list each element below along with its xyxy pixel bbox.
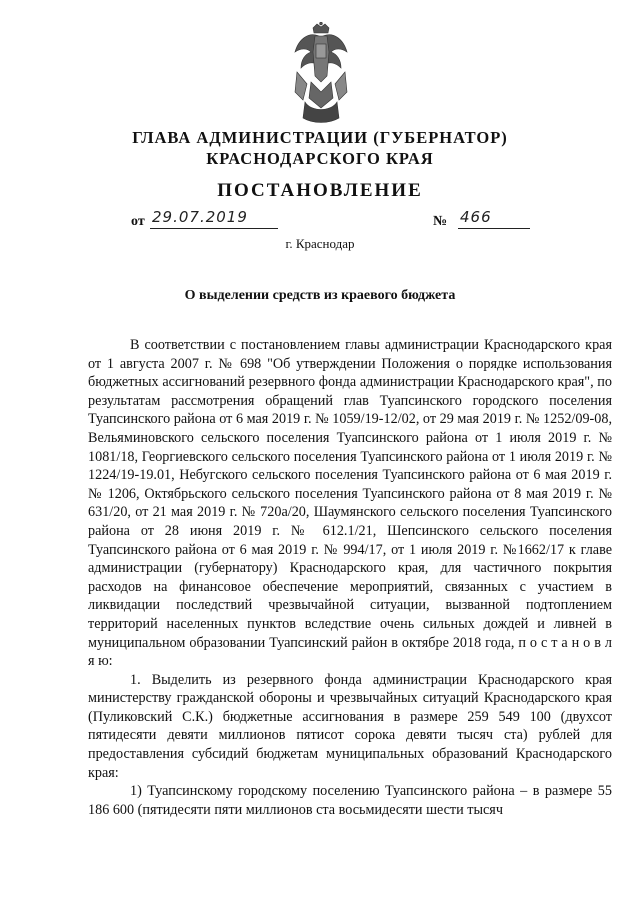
document-subject: О выделении средств из краевого бюджета bbox=[184, 288, 456, 303]
number-underline bbox=[458, 228, 530, 229]
preamble-paragraph: В соответствии с постановлением главы администрации Краснодарского края от 1 августа 2007 г. № 698 "Об утверждении Положения о порядке использования бюджетных ассигнований резервного фонда администрации Краснодарского края", по результатам рассмотрения обращений глав Туапсинского городского поселения Туапсинского района от 6 мая 2019 г. № 1059/19-12/02, от 29 мая 2019 г. № 1252/09-08, Вельяминовского сельского поселения Туапсинского района от 1 июля 2019 г. № 1081/18, Георгиевского сельского поселения Туапсинского района от 1 июля 2019 г. № 1224/19-19.01, Небугского сельского поселения Туапсинского района от 6 мая 2019 г. № 1206, Октябрьского сельского поселения Туапсинского района от 8 мая 2019 г. № 631/20, от 21 мая 2019 г. № 720а/20, Шаумянского сельского поселения Туапсинского района от 28 июня 2019 г. № 612.1/21, Шепсинского сельского поселения Туапсинского района от 6 мая 2019 г. № 994/17, от 1 июля 2019 г. №1662/17 к главе администрации (губернатору) Краснодарского края, для частичного покрытия расходов на финансовое обеспечение мероприятий, связанных с участием в ликвидации последствий чрезвычайной ситуации, вызванной подтоплением территорий населенных пунктов вследствие очень сильных дождей и ливней в муниципальном образовании Туапсинский район в октябре 2018 года, п о с т а н о в л я ю: bbox=[88, 337, 612, 670]
clause-1-paragraph: 1. Выделить из резервного фонда администрации Краснодарского края министерству гражданской обороны и чрезвычайных ситуаций Краснодарского края (Пуликовский С.К.) бюджетные ассигнования в размере 259 549 100 (двухсот пятидесяти девяти миллионов пятисот сорока девяти тысяч ста) рублей для предоставления субсидий бюджетам муниципальных образований Краснодарского края: bbox=[88, 671, 612, 781]
date-number-row bbox=[0, 208, 640, 234]
date-underline bbox=[150, 228, 278, 229]
authority-title: ГЛАВА АДМИНИСТРАЦИИ (ГУБЕРНАТОР) bbox=[132, 128, 508, 147]
handwritten-date: 29.07.2019 bbox=[152, 208, 248, 226]
document-body bbox=[88, 336, 612, 819]
date-label: от bbox=[131, 214, 145, 229]
handwritten-number: 466 bbox=[460, 208, 492, 226]
subclause-1-paragraph: 1) Туапсинскому городскому поселению Туапсинского района – в размере 55 186 600 (пятидесяти пяти миллионов ста восьмидесяти шести тысяч bbox=[88, 783, 612, 818]
coat-of-arms-emblem bbox=[289, 22, 353, 126]
region-title: КРАСНОДАРСКОГО КРАЯ bbox=[206, 149, 434, 168]
city-line: г. Краснодар bbox=[285, 236, 355, 251]
number-label: № bbox=[433, 214, 448, 229]
document-type: ПОСТАНОВЛЕНИЕ bbox=[217, 180, 423, 201]
